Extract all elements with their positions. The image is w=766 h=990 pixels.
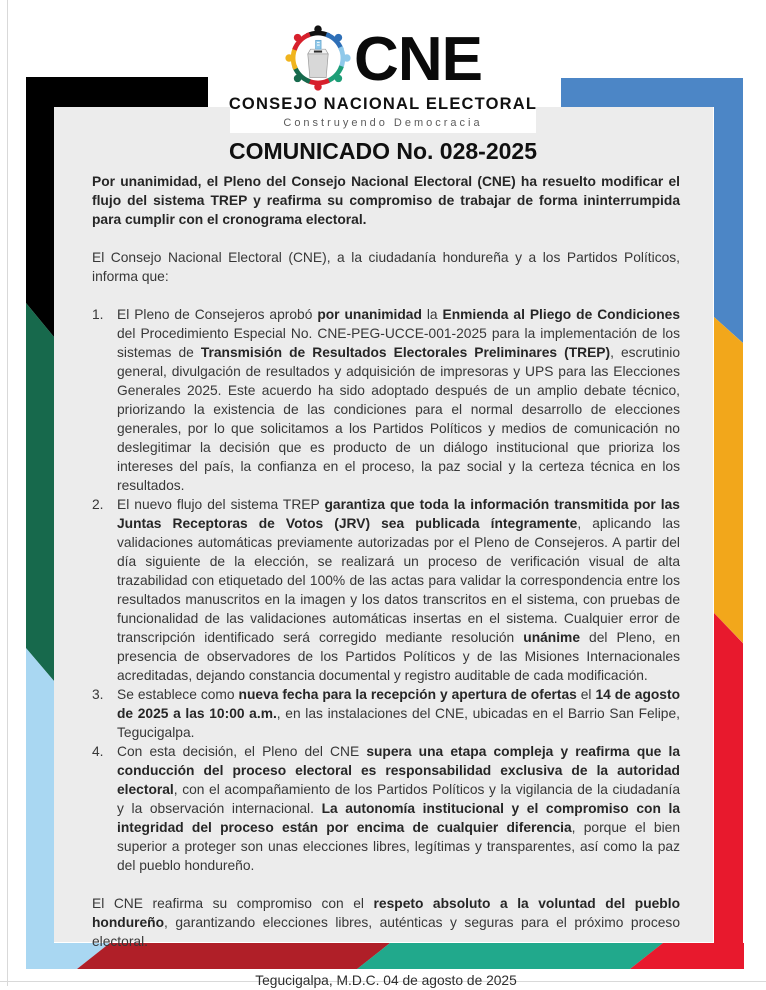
comunicado-body <box>92 172 680 990</box>
accent-bar-left-black <box>26 107 54 337</box>
accent-bar-right-yellow <box>714 317 743 643</box>
intro-paragraph: Por unanimidad, el Pleno del Consejo Nacional Electoral (CNE) ha resuelto modificar el flujo del sistema TREP y reafirma su compromiso de trabajar de forma ininterrumpida para cumplir con el cronograma electoral. <box>92 174 680 227</box>
accent-bar-right-red <box>714 613 743 969</box>
header <box>53 26 713 165</box>
salutation-paragraph: El Consejo Nacional Electoral (CNE), a la ciudadanía hondureña y a los Partidos Políticos, informa que: <box>92 250 680 284</box>
accent-bar-left-green <box>26 303 54 681</box>
list-item-text: Con esta decisión, el Pleno del CNE supera una etapa compleja y reafirma que la conducción del proceso electoral es responsabilidad exclusiva de la autoridad electoral, con el acompañamiento de los Partidos Políticos y la vigilancia de la ciudadanía y la observación internacional. La autonomía institucional y el compromiso con la integridad del proceso están por encima de cualquier diferencia, porque el bien superior a proteger son unas elecciones libres, legítimas y transparentes, así como la paz del pueblo hondureño. <box>117 744 680 873</box>
list-number: 1. <box>92 307 104 322</box>
brand-wordmark: CNE <box>354 25 482 94</box>
comunicado-title: COMUNICADO No. 028-2025 <box>228 138 538 164</box>
list-item-1 <box>92 305 680 495</box>
list-item-4 <box>92 742 680 875</box>
org-tagline: Construyendo Democracia <box>283 117 483 129</box>
accent-bar-right-blue <box>714 107 743 343</box>
list-number: 2. <box>92 497 104 512</box>
list-item-text: El Pleno de Consejeros aprobó por unanimidad la Enmienda al Pliego de Condiciones del Procedimiento Especial No. CNE-PEG-UCCE-001-2025 para la implementación de los sistemas de Transmisión de Resultados Electorales Preliminares (TREP), escrutinio general, divulgación de resultados y adquisición de impresoras y UPS para las Elecciones Generales 2025. Este acuerdo ha sido adoptado después de un amplio debate técnico, priorizando la existencia de las condiciones para el normal desarrollo de elecciones generales, por lo que solicitamos a los Partidos Políticos y medios de comunicación no deslegitimar la decisión que es producto de un diálogo institucional que prioriza los intereses del país, la confianza en el proceso, la paz social y la certeza técnica en los resultados. <box>117 307 680 493</box>
org-name: CONSEJO NACIONAL ELECTORAL <box>228 95 538 113</box>
numbered-list <box>92 305 680 875</box>
list-number: 4. <box>92 744 104 759</box>
ballot-box-people-circle-icon <box>284 24 352 97</box>
accent-bar-left-lightblue <box>26 648 54 969</box>
list-item-text: Se establece como nueva fecha para la recepción y apertura de ofertas el 14 de agosto de 2025 a las 10:00 a.m., en las instalaciones del CNE, ubicadas en el Barrio San Felipe, Tegucigalpa. <box>117 687 680 740</box>
list-item-text: El nuevo flujo del sistema TREP garantiza que toda la información transmitida por las Juntas Receptoras de Votos (JRV) sea publicada íntegramente, aplicando las validaciones automáticas previamente autorizadas por el Pleno de Consejeros. A partir del día siguiente de la elección, se realizará un proceso de verificación visual de alta trazabilidad con etiquetado del 100% de las actas para validar la correspondencia entre los resultados manuscritos en la imagen y los datos transcritos en el sistema, con pruebas de funcionalidad de las validaciones automáticas insertas en el sistema. Cualquier error de transcripción identificado será corregido mediante resolución unánime del Pleno, en presencia de observadores de los Partidos Políticos y de las Misiones Internacionales acreditadas, dejando constancia documental y registro auditable de cada modificación. <box>117 497 680 683</box>
list-number: 3. <box>92 687 104 702</box>
cne-logo <box>53 26 713 94</box>
closing-paragraph: El CNE reafirma su compromiso con el respeto absoluto a la voluntad del pueblo hondureño, garantizando elecciones libres, auténticas y seguras para el próximo proceso electoral. <box>92 896 680 949</box>
list-item-2 <box>92 495 680 685</box>
dateline: Tegucigalpa, M.D.C. 04 de agosto de 2025 <box>255 973 517 988</box>
list-item-3 <box>92 685 680 742</box>
page-edge-line <box>7 0 8 986</box>
